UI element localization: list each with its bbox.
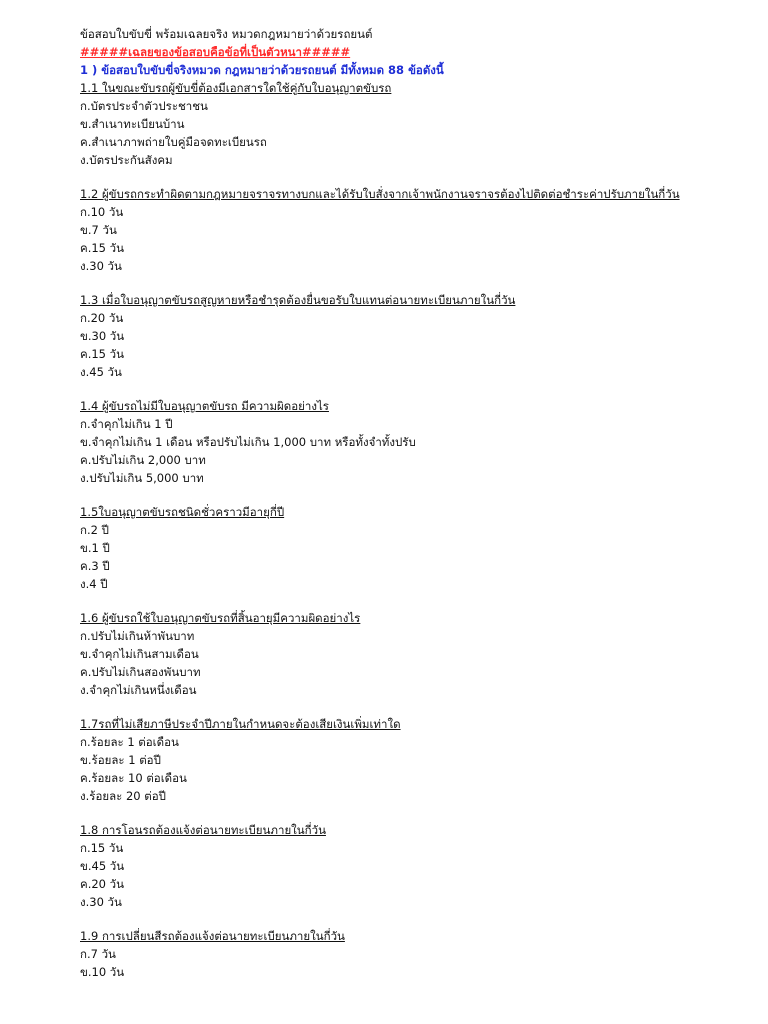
question-text: 1.8 การโอนรถต้องแจ้งต่อนายทะเบียนภายในกี่วัน — [80, 823, 326, 837]
question-block — [80, 503, 750, 593]
answer-option: ค.15 วัน — [80, 241, 124, 255]
answer-option: ข.7 วัน — [80, 223, 117, 237]
answer-option: ง.45 วัน — [80, 365, 122, 379]
question-block — [80, 609, 750, 699]
question-block — [80, 927, 750, 981]
answer-option: ข.จำคุกไม่เกิน 1 เดือน หรือปรับไม่เกิน 1,000 บาท หรือทั้งจำทั้งปรับ — [80, 435, 416, 449]
document-page — [80, 25, 750, 981]
answer-option: ค.ร้อยละ 10 ต่อเดือน — [80, 771, 187, 785]
answer-option: ค.15 วัน — [80, 347, 124, 361]
question-block — [80, 821, 750, 911]
answer-option: ข.1 ปี — [80, 541, 110, 555]
answer-option: ค.สำเนาภาพถ่ายใบคู่มือจดทะเบียนรถ — [80, 135, 267, 149]
answer-option: ก.15 วัน — [80, 841, 124, 855]
answer-option: ข.10 วัน — [80, 965, 125, 979]
question-text: 1.5ใบอนุญาตขับรถชนิดชั่วคราวมีอายุกี่ปี — [80, 505, 285, 519]
answer-option: ก.20 วัน — [80, 311, 124, 325]
question-block — [80, 397, 750, 487]
answer-option: ข.จำคุกไม่เกินสามเดือน — [80, 647, 199, 661]
question-block — [80, 291, 750, 381]
answer-option: ข.45 วัน — [80, 859, 125, 873]
section-heading: 1 ) ข้อสอบใบขับขี่จริงหมวด กฎหมายว่าด้วยรถยนต์ มีทั้งหมด 88 ข้อดังนี้ — [80, 63, 444, 77]
answer-option: ง.ปรับไม่เกิน 5,000 บาท — [80, 471, 204, 485]
question-text: 1.2 ผู้ขับรถกระทำผิดตามกฎหมายจราจรทางบกและได้รับใบสั่งจากเจ้าพนักงานจราจรต้องไปติดต่อชำระค่าปรับภายในกี่วัน — [80, 187, 680, 201]
answer-option: ก.ปรับไม่เกินห้าพันบาท — [80, 629, 195, 643]
question-text: 1.3 เมื่อใบอนุญาตขับรถสูญหายหรือชำรุดต้องยื่นขอรับใบแทนต่อนายทะเบียนภายในกี่วัน — [80, 293, 516, 307]
answer-option: ก.ร้อยละ 1 ต่อเดือน — [80, 735, 179, 749]
answer-option: ง.ร้อยละ 20 ต่อปี — [80, 789, 166, 803]
question-text: 1.7รถที่ไม่เสียภาษีประจำปีภายในกำหนดจะต้องเสียเงินเพิ่มเท่าใด — [80, 717, 401, 731]
question-block — [80, 185, 750, 275]
answer-option: ก.10 วัน — [80, 205, 124, 219]
question-block — [80, 715, 750, 805]
answer-option: ง.30 วัน — [80, 895, 122, 909]
question-text: 1.1 ในขณะขับรถผู้ขับขี่ต้องมีเอกสารใดใช้คู่กับใบอนุญาตขับรถ — [80, 81, 392, 95]
answer-option: ก.2 ปี — [80, 523, 109, 537]
answer-option: ก.7 วัน — [80, 947, 116, 961]
answer-option: ค.20 วัน — [80, 877, 124, 891]
answer-option: ก.จำคุกไม่เกิน 1 ปี — [80, 417, 173, 431]
answer-option: ค.ปรับไม่เกินสองพันบาท — [80, 665, 201, 679]
question-text: 1.4 ผู้ขับรถไม่มีใบอนุญาตขับรถ มีความผิดอย่างไร — [80, 399, 329, 413]
answer-option: ข.30 วัน — [80, 329, 125, 343]
answer-option: ค.ปรับไม่เกิน 2,000 บาท — [80, 453, 206, 467]
document-title: ข้อสอบใบขับขี่ พร้อมเฉลยจริง หมวดกฎหมายว่าด้วยรถยนต์ — [80, 27, 373, 41]
answer-option: ก.บัตรประจำตัวประชาชน — [80, 99, 208, 113]
question-block — [80, 79, 750, 169]
question-text: 1.6 ผู้ขับรถใช้ใบอนุญาตขับรถที่สิ้นอายุมีความผิดอย่างไร — [80, 611, 361, 625]
answer-option: ง.4 ปี — [80, 577, 108, 591]
answer-option: ง.บัตรประกันสังคม — [80, 153, 173, 167]
answer-key-notice: #####เฉลยของข้อสอบคือข้อที่เป็นตัวหนา##### — [80, 45, 351, 59]
answer-option: ง.จำคุกไม่เกินหนึ่งเดือน — [80, 683, 197, 697]
answer-option: ข.ร้อยละ 1 ต่อปี — [80, 753, 161, 767]
answer-option: ข.สำเนาทะเบียนบ้าน — [80, 117, 185, 131]
question-list — [80, 79, 750, 981]
question-text: 1.9 การเปลี่ยนสีรถต้องแจ้งต่อนายทะเบียนภายในกี่วัน — [80, 929, 345, 943]
answer-option: ง.30 วัน — [80, 259, 122, 273]
answer-option: ค.3 ปี — [80, 559, 110, 573]
